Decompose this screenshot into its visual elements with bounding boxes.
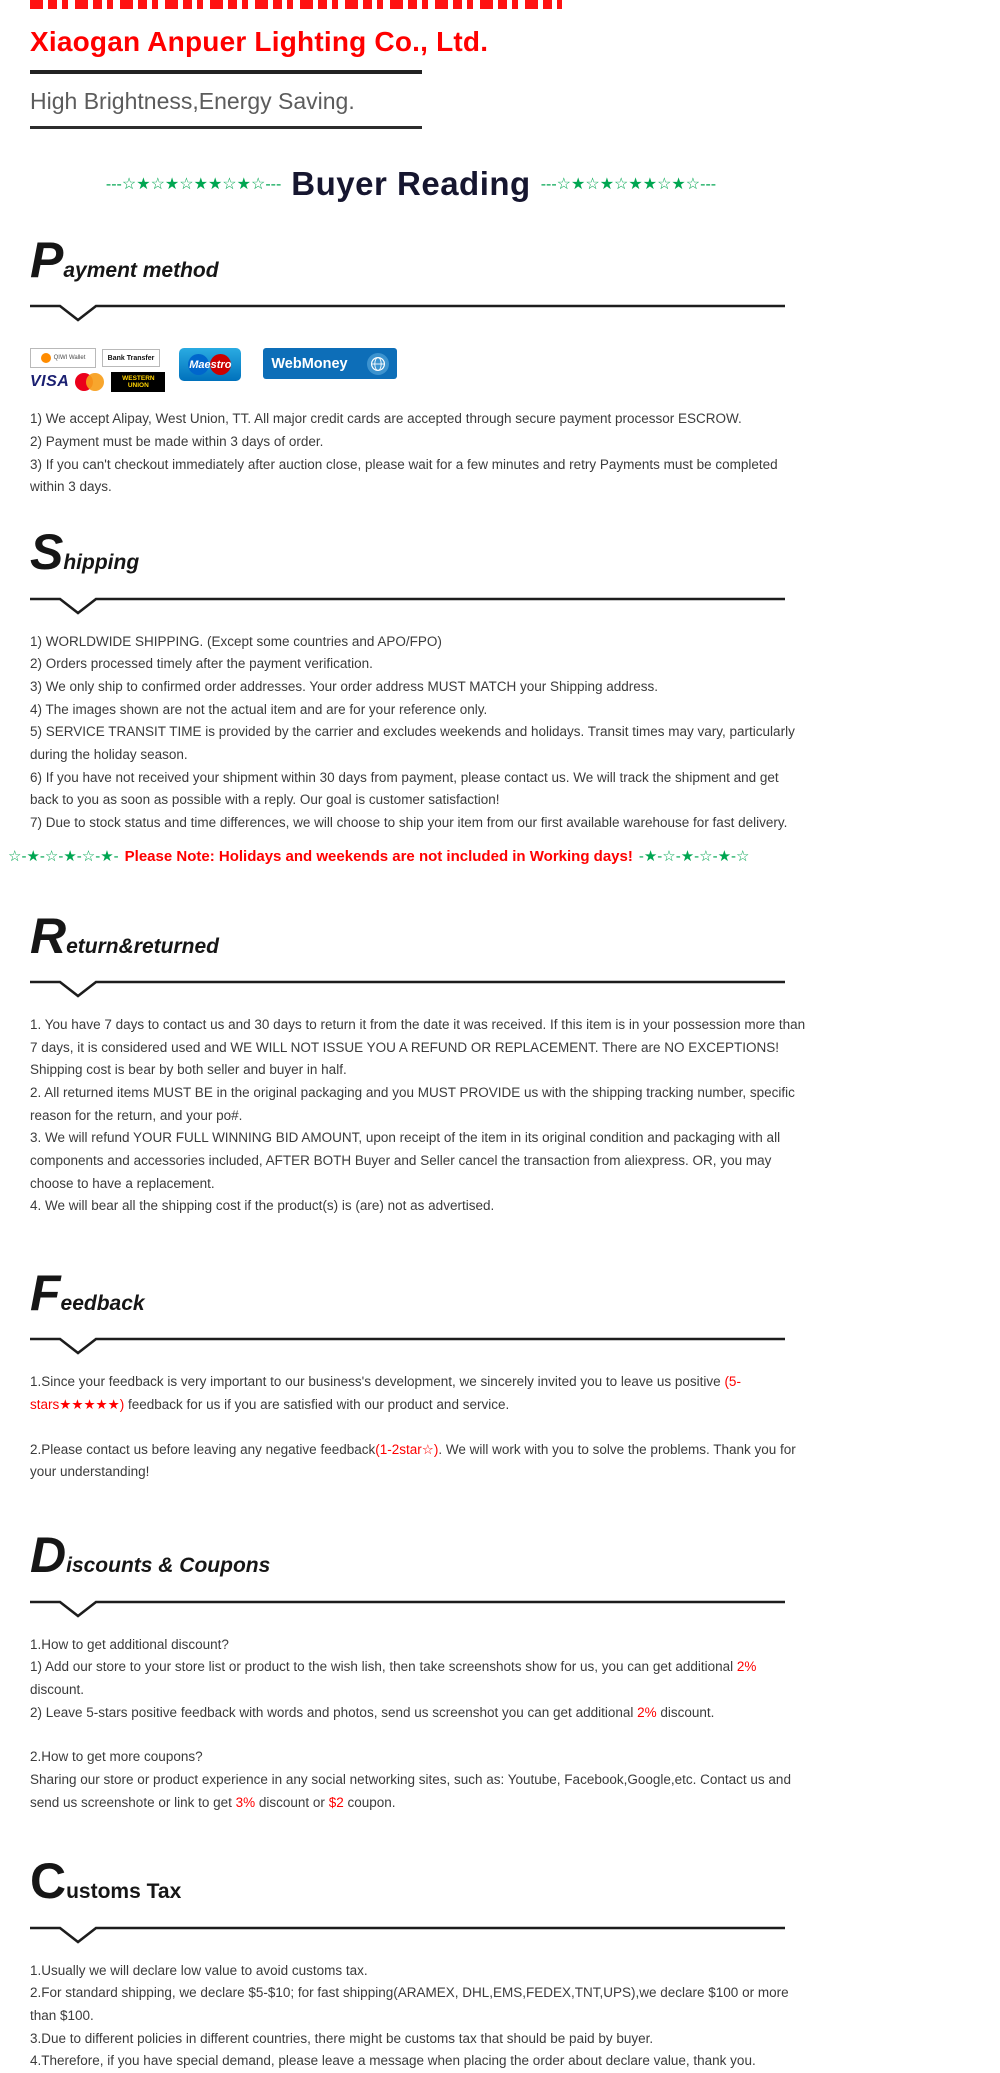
stars-decoration-left: ---☆★☆★☆★★☆★☆--- [105,176,282,193]
feedback-heading-initial: F [30,1265,61,1321]
returns-item: 3. We will refund YOUR FULL WINNING BID AMOUNT, upon receipt of the item in its original condition and packaging with all components and accessories included, AFTER BOTH Buyer and Seller cancel the transaction from aliexpress. OR, you may choose to have a replacement. [30,1130,781,1191]
discounts-item: 1) Add our store to your store list or product to the wish lish, then take screenshots show for us, you can get additional 2% discount. [30,1659,757,1697]
returns-item: 2. All returned items MUST BE in the original packaging and you MUST PROVIDE us with the shipping tracking number, specific reason for the return, and your po#. [30,1084,795,1123]
payment-item: 1) We accept Alipay, West Union, TT. All major credit cards are accepted through secure payment processor ESCROW. [30,411,742,427]
stars-decoration-right: ---☆★☆★☆★★☆★☆--- [540,176,717,193]
company-name: Xiaogan Anpuer Lighting Co., Ltd. [30,26,489,57]
title-underline [30,70,422,74]
section-discounts [0,1527,1000,1814]
customs-heading [30,1853,1000,1910]
feedback-heading [30,1265,1000,1321]
section-divider-notch [30,1337,785,1355]
section-payment [0,232,1000,499]
customs-item: 4.Therefore, if you have special demand, please leave a message when placing the order about declare value, thank you. [30,2053,756,2069]
feedback-item: 2.Please contact us before leaving any negative feedback(1-2star☆). We will work with you to solve the problems. Thank you for your understanding! [30,1441,796,1480]
discounts-item: Sharing our store or product experience in any social networking sites, such as: Youtube, Facebook,Google,etc. Contact us and send us screenshote or link to get 3% discount or $2 coupon. [30,1771,791,1810]
note-text: Please Note: Holidays and weekends are not included in Working days! [124,847,633,865]
payment-icons-row [30,348,1000,392]
note-stars-left: ☆-★-☆-★-☆-★- [8,847,119,865]
section-shipping [0,524,1000,865]
mastercard-orange-circle [86,373,104,391]
returns-heading [30,907,1000,964]
webmoney-label: WebMoney [271,355,348,372]
returns-item: 1. You have 7 days to contact us and 30 days to return it from the date it was received. If this item is in your possession more than 7 days, it is considered used and WE WILL NOT ISSUE YOU A REFUND OR REPLACEMENT. There are NO EXCEPTIONS! Shipping cost is bear by both seller and buyer in half. [30,1016,806,1078]
western-union-icon [111,372,165,392]
discounts-heading [30,1527,1000,1584]
section-feedback [0,1265,1000,1484]
discounts-question: 2.How to get more coupons? [30,1749,203,1765]
discounts-question: 1.How to get additional discount? [30,1636,229,1652]
qiwi-label: QIWI Wallet [53,355,86,362]
webmoney-icon [263,348,397,379]
shipping-item: 4) The images shown are not the actual item and are for your reference only. [30,701,488,717]
shipping-item: 7) Due to stock status and time differences, we will choose to ship your item from our first available warehouse for fast delivery. [30,814,788,830]
section-divider-notch [30,980,785,998]
qiwi-wallet-icon [30,348,96,368]
customs-heading-initial: C [30,1853,67,1910]
customs-item: 3.Due to different policies in different countries, there might be customs tax that should be paid by buyer. [30,2030,654,2046]
mastercard-icon [75,373,105,391]
globe-icon [367,353,389,375]
note-stars-right: -★-☆-★-☆-★-☆ [638,847,750,865]
discounts-item: 2) Leave 5-stars positive feedback with words and photos, send us screenshot you can get additional 2% discount. [30,1704,715,1720]
payment-icons-left-group [30,348,165,392]
shipping-heading [30,524,1000,581]
payment-icons-top-row [30,348,165,368]
western-union-line2: UNION [127,382,149,390]
cropped-red-banner [30,0,562,9]
shipping-item: 2) Orders processed timely after the payment verification. [30,656,373,672]
discounts-heading-rest: iscounts & Coupons [66,1554,271,1578]
returns-heading-rest: eturn&returned [66,934,219,958]
payment-icons-bottom-row [30,372,165,392]
banner-title: Buyer Reading [291,165,531,202]
payment-heading-rest: ayment method [63,259,219,282]
company-tagline: High Brightness,Energy Saving. [30,88,355,114]
maestro-label: Maestro [189,358,232,371]
shipping-item: 6) If you have not received your shipment within 30 days from payment, please contact us. We will track the shipment and get back to you as soon as possible with a reply. Our goal is customer satisfaction! [30,769,779,808]
section-customs [0,1853,1000,2073]
holiday-note [8,847,1000,865]
payment-heading [30,232,1000,288]
shipping-item: 5) SERVICE TRANSIT TIME is provided by the carrier and excludes weekends and holidays. Transit times may vary, particularly during the holiday season. [30,724,795,762]
shipping-item: 3) We only ship to confirmed order addresses. Your order address MUST MATCH your Shipping address. [30,678,659,694]
returns-item: 4. We will bear all the shipping cost if the product(s) is (are) not as advertised. [30,1198,495,1214]
payment-item: 2) Payment must be made within 3 days of order. [30,434,324,450]
section-divider-notch [30,1600,785,1618]
tagline-underline [30,126,422,129]
visa-icon: VISA [30,373,70,391]
qiwi-logo-icon [41,353,51,363]
customs-item: 2.For standard shipping, we declare $5-$10; for fast shipping(ARAMEX, DHL,EMS,FEDEX,TNT,UPS),we declare $100 or more than $100. [30,1985,789,2023]
shipping-heading-initial: S [30,524,64,581]
payment-item: 3) If you can't checkout immediately after auction close, please wait for a few minutes and retry Payments must be completed within 3 days. [30,456,778,495]
section-divider-notch [30,597,785,615]
shipping-item: 1) WORLDWIDE SHIPPING. (Except some countries and APO/FPO) [30,633,442,649]
section-returns [0,907,1000,1218]
shipping-heading-rest: hipping [63,551,140,575]
customs-item: 1.Usually we will declare low value to avoid customs tax. [30,1962,368,1978]
buyer-reading-banner [30,165,792,203]
section-divider-notch [30,304,785,322]
discounts-heading-initial: D [30,1527,67,1584]
payment-heading-initial: P [30,232,64,288]
feedback-item: 1.Since your feedback is very important to our business's development, we sincerely invited you to leave us positive (5-stars★★★★★) feedback for us if you are satisfied with our product and service. [30,1374,741,1413]
returns-heading-initial: R [30,907,67,964]
section-divider-notch [30,1926,785,1944]
western-union-line1: WESTERN [122,374,155,382]
maestro-icon [179,348,241,381]
bank-transfer-icon [102,349,160,367]
bank-transfer-label: Bank Transfer [107,354,155,362]
feedback-heading-rest: eedback [60,1292,145,1315]
customs-heading-rest: ustoms Tax [66,1880,182,1904]
